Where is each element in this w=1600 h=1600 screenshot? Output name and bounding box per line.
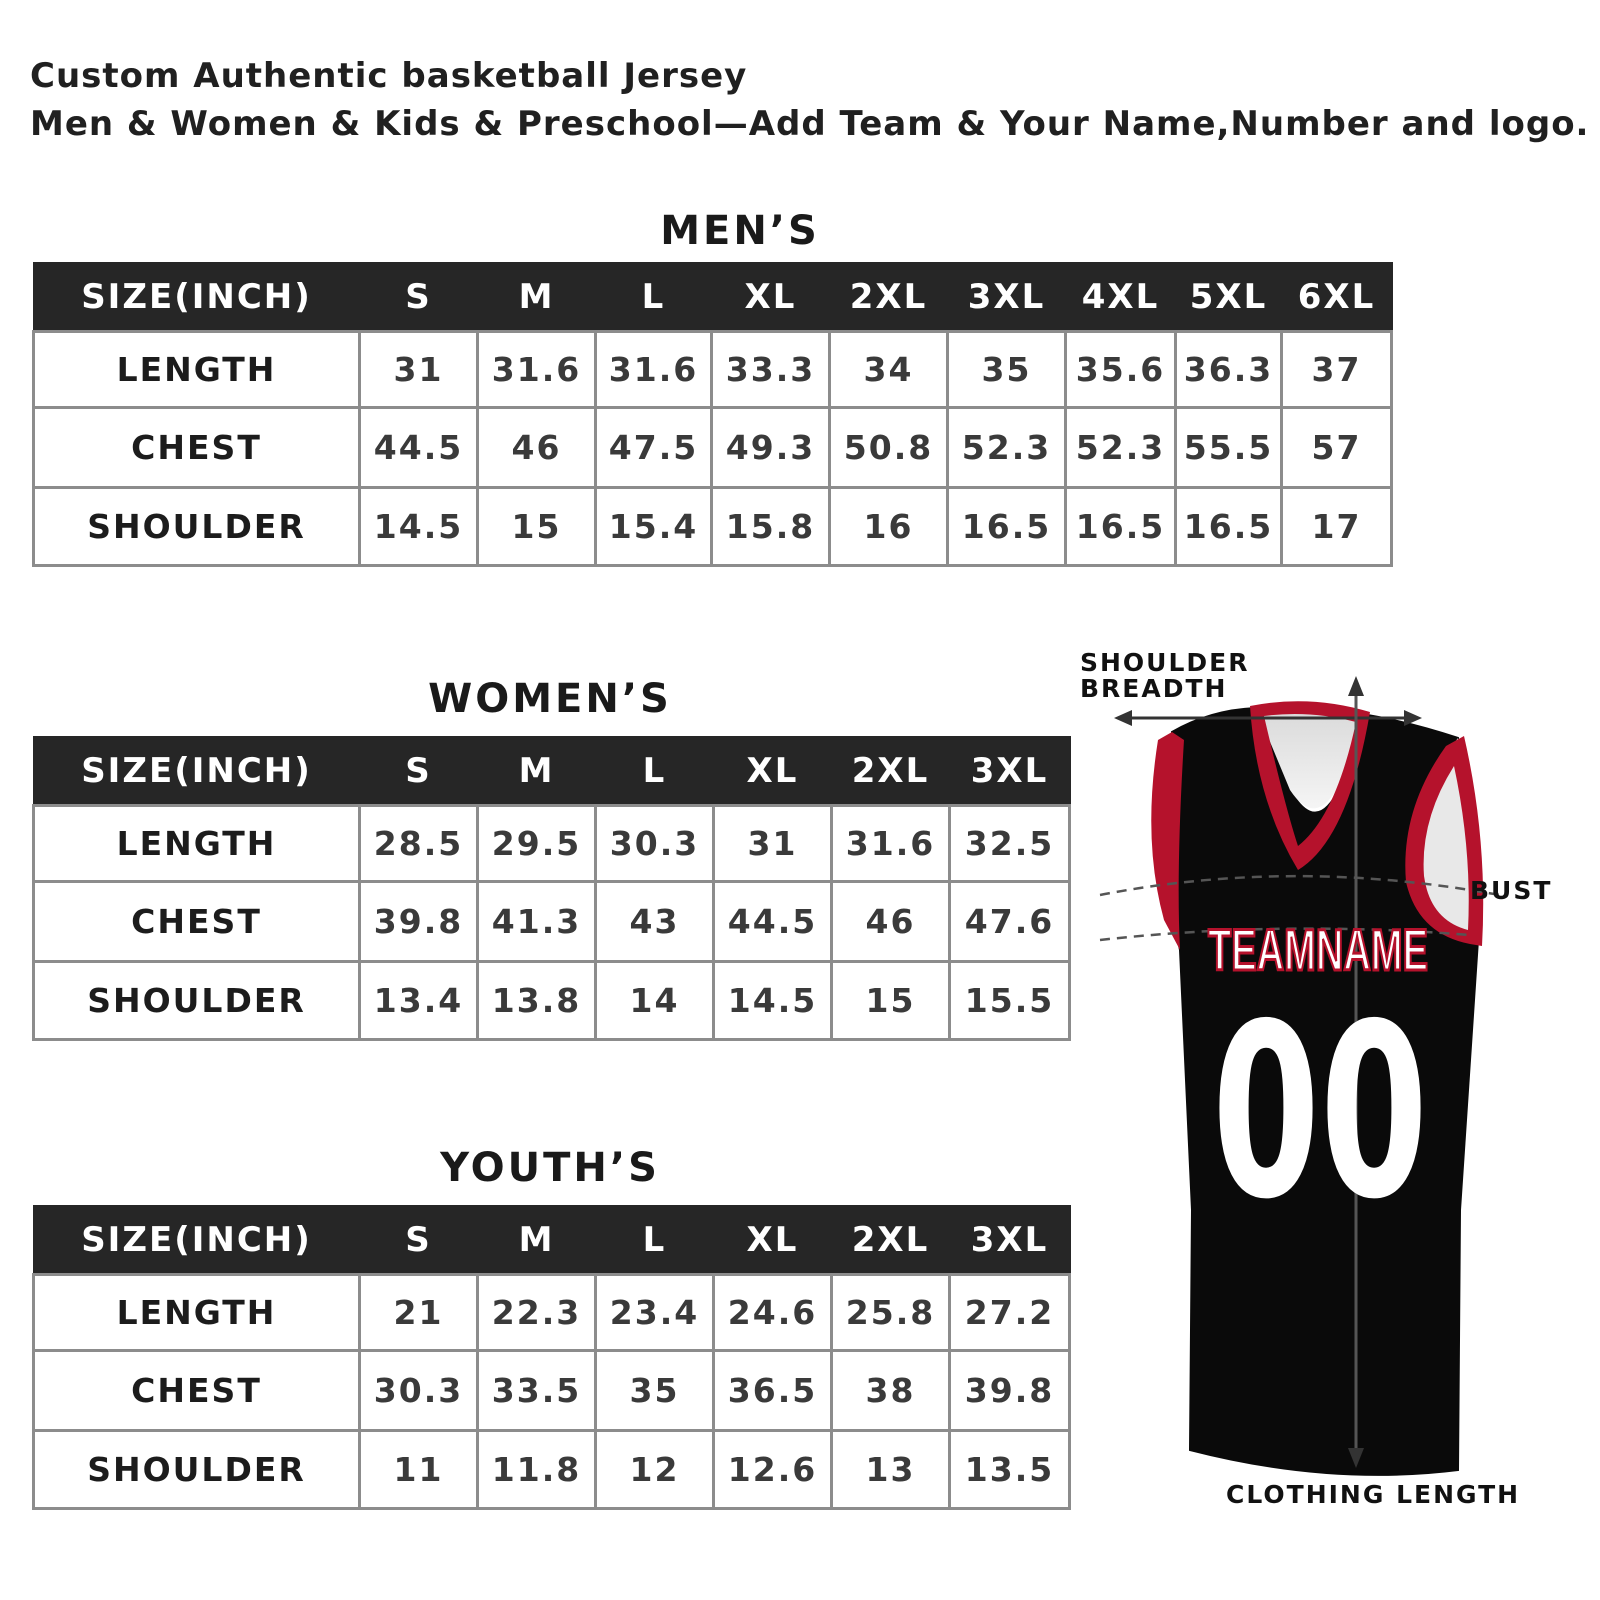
measurement-cell: 16.5: [1176, 488, 1282, 566]
header-subtitle: Men & Women & Kids & Preschool—Add Team & Your Name,Number and logo.: [30, 104, 1590, 144]
shoulder-arrow-left-head: [1114, 710, 1132, 726]
measurement-cell: 43: [596, 882, 714, 962]
length-arrow-top-head: [1348, 676, 1364, 696]
measurement-cell: 34: [830, 332, 948, 408]
measurement-cell: 50.8: [830, 408, 948, 488]
measurement-cell: 36.3: [1176, 332, 1282, 408]
shoulder-breadth-label-line2: BREADTH: [1080, 674, 1228, 703]
size-header-cell: 6XL: [1282, 263, 1392, 332]
measurement-cell: 39.8: [950, 1351, 1070, 1431]
size-header-cell: 2XL: [830, 263, 948, 332]
size-column-header: SIZE(INCH): [34, 1206, 360, 1275]
jersey-diagram: [1080, 650, 1580, 1550]
table-row: [34, 806, 1070, 882]
measurement-cell: 33.3: [712, 332, 830, 408]
measurement-cell: 16.5: [948, 488, 1066, 566]
measurement-cell: 12: [596, 1431, 714, 1509]
measurement-cell: 35: [596, 1351, 714, 1431]
womens-size-table: [32, 736, 1071, 1041]
measurement-cell: 46: [478, 408, 596, 488]
measurement-cell: 12.6: [714, 1431, 832, 1509]
measurement-cell: 46: [832, 882, 950, 962]
measurement-cell: 35: [948, 332, 1066, 408]
size-header-cell: 3XL: [950, 737, 1070, 806]
measurement-cell: 15.5: [950, 962, 1070, 1040]
size-header-cell: XL: [714, 1206, 832, 1275]
mens-size-table: [32, 262, 1393, 567]
size-header-cell: 2XL: [832, 737, 950, 806]
measurement-cell: 16.5: [1066, 488, 1176, 566]
measurement-cell: 38: [832, 1351, 950, 1431]
shoulder-arrow-right-head: [1404, 710, 1422, 726]
measurement-cell: 37: [1282, 332, 1392, 408]
shoulder-breadth-label: [1080, 650, 1250, 702]
measurement-cell: 47.6: [950, 882, 1070, 962]
measurement-cell: 23.4: [596, 1275, 714, 1351]
measurement-cell: 52.3: [1066, 408, 1176, 488]
measurement-cell: 27.2: [950, 1275, 1070, 1351]
measurement-cell: 16: [830, 488, 948, 566]
measurement-cell: 31.6: [596, 332, 712, 408]
size-header-cell: S: [360, 263, 478, 332]
measurement-cell: 30.3: [596, 806, 714, 882]
measurement-cell: 30.3: [360, 1351, 478, 1431]
table-row: [34, 1351, 1070, 1431]
row-label: CHEST: [34, 1351, 360, 1431]
size-header-cell: L: [596, 1206, 714, 1275]
measurement-cell: 14.5: [360, 488, 478, 566]
measurement-cell: 14.5: [714, 962, 832, 1040]
measurement-cell: 41.3: [478, 882, 596, 962]
jersey-teamname-text: TEAMNAME: [1208, 918, 1428, 983]
measurement-cell: 32.5: [950, 806, 1070, 882]
size-column-header: SIZE(INCH): [34, 737, 360, 806]
measurement-cell: 13.5: [950, 1431, 1070, 1509]
measurement-cell: 55.5: [1176, 408, 1282, 488]
mens-title: MEN’S: [660, 208, 820, 254]
measurement-cell: 33.5: [478, 1351, 596, 1431]
page-header: [30, 52, 1589, 148]
row-label: LENGTH: [34, 1275, 360, 1351]
womens-title: WOMEN’S: [428, 676, 672, 722]
measurement-cell: 15.8: [712, 488, 830, 566]
measurement-cell: 52.3: [948, 408, 1066, 488]
row-label: SHOULDER: [34, 1431, 360, 1509]
measurement-cell: 29.5: [478, 806, 596, 882]
size-header-cell: L: [596, 737, 714, 806]
measurement-cell: 17: [1282, 488, 1392, 566]
size-header-cell: 4XL: [1066, 263, 1176, 332]
womens-header-row: [34, 737, 1070, 806]
size-header-cell: L: [596, 263, 712, 332]
size-header-cell: XL: [712, 263, 830, 332]
measurement-cell: 25.8: [832, 1275, 950, 1351]
measurement-cell: 47.5: [596, 408, 712, 488]
measurement-cell: 15.4: [596, 488, 712, 566]
shoulder-breadth-label-line1: SHOULDER: [1080, 648, 1250, 677]
size-header-cell: S: [360, 1206, 478, 1275]
measurement-cell: 15: [478, 488, 596, 566]
table-row: [34, 882, 1070, 962]
youths-size-table: [32, 1205, 1071, 1510]
size-header-cell: S: [360, 737, 478, 806]
youths-table-body: [34, 1275, 1070, 1509]
measurement-cell: 13.8: [478, 962, 596, 1040]
mens-table-body: [34, 332, 1392, 566]
measurement-cell: 31: [714, 806, 832, 882]
row-label: LENGTH: [34, 332, 360, 408]
measurement-cell: 31.6: [478, 332, 596, 408]
jersey-number-text: 00: [1212, 972, 1428, 1252]
table-row: [34, 408, 1392, 488]
measurement-cell: 13: [832, 1431, 950, 1509]
size-header-cell: M: [478, 737, 596, 806]
size-header-cell: XL: [714, 737, 832, 806]
size-header-cell: M: [478, 263, 596, 332]
row-label: SHOULDER: [34, 488, 360, 566]
measurement-cell: 15: [832, 962, 950, 1040]
header-title: Custom Authentic basketball Jersey: [30, 56, 748, 96]
table-row: [34, 962, 1070, 1040]
measurement-cell: 57: [1282, 408, 1392, 488]
table-row: [34, 1431, 1070, 1509]
measurement-cell: 35.6: [1066, 332, 1176, 408]
measurement-cell: 11.8: [478, 1431, 596, 1509]
jersey-illustration: [1080, 650, 1580, 1550]
row-label: LENGTH: [34, 806, 360, 882]
mens-header-row: [34, 263, 1392, 332]
size-header-cell: 3XL: [950, 1206, 1070, 1275]
measurement-cell: 24.6: [714, 1275, 832, 1351]
size-header-cell: 5XL: [1176, 263, 1282, 332]
measurement-cell: 44.5: [360, 408, 478, 488]
youths-title: YOUTH’S: [440, 1145, 660, 1191]
measurement-cell: 31.6: [832, 806, 950, 882]
row-label: CHEST: [34, 408, 360, 488]
measurement-cell: 22.3: [478, 1275, 596, 1351]
measurement-cell: 44.5: [714, 882, 832, 962]
measurement-cell: 21: [360, 1275, 478, 1351]
measurement-cell: 31: [360, 332, 478, 408]
measurement-cell: 11: [360, 1431, 478, 1509]
youths-header-row: [34, 1206, 1070, 1275]
bust-label: BUST: [1470, 876, 1553, 905]
measurement-cell: 13.4: [360, 962, 478, 1040]
table-row: [34, 332, 1392, 408]
measurement-cell: 14: [596, 962, 714, 1040]
size-header-cell: M: [478, 1206, 596, 1275]
measurement-cell: 39.8: [360, 882, 478, 962]
size-header-cell: 3XL: [948, 263, 1066, 332]
size-header-cell: 2XL: [832, 1206, 950, 1275]
row-label: CHEST: [34, 882, 360, 962]
size-column-header: SIZE(INCH): [34, 263, 360, 332]
measurement-cell: 36.5: [714, 1351, 832, 1431]
row-label: SHOULDER: [34, 962, 360, 1040]
measurement-cell: 49.3: [712, 408, 830, 488]
clothing-length-label: CLOTHING LENGTH: [1226, 1480, 1521, 1509]
table-row: [34, 1275, 1070, 1351]
table-row: [34, 488, 1392, 566]
womens-table-body: [34, 806, 1070, 1040]
measurement-cell: 28.5: [360, 806, 478, 882]
